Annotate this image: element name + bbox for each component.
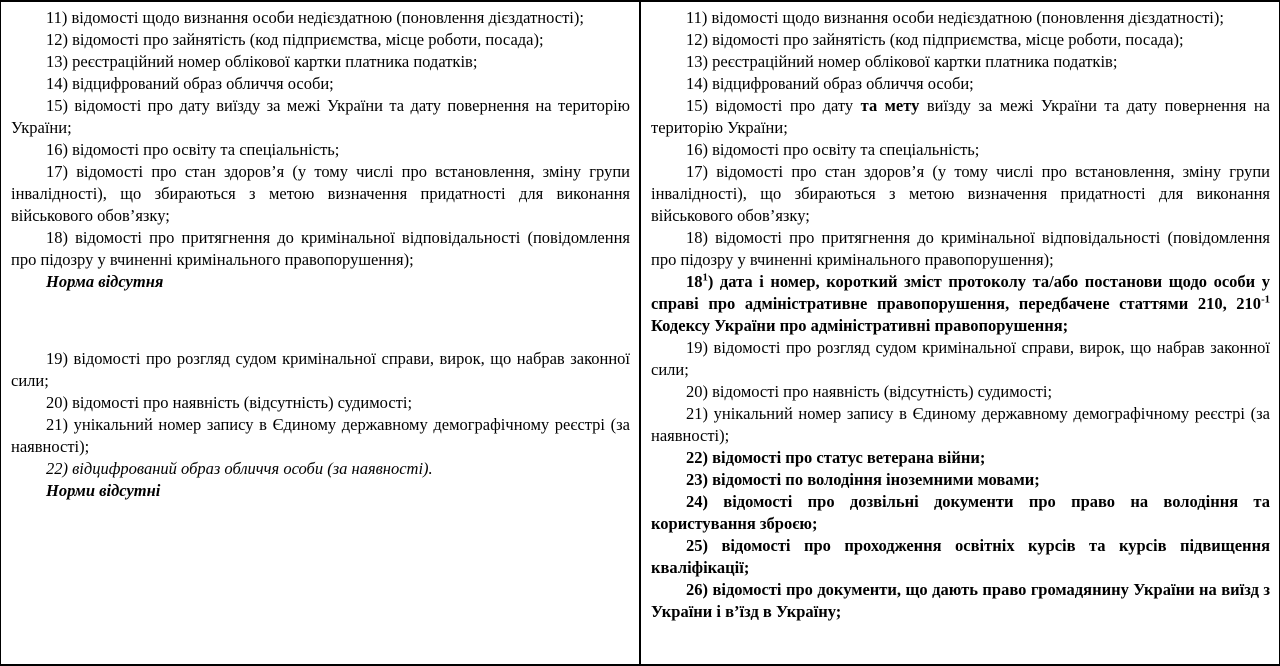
text-run: 16) відомості про освіту та спеціальність; <box>46 140 340 159</box>
paragraph <box>11 271 630 293</box>
paragraph <box>651 381 1270 403</box>
text-run: 11) відомості щодо визнання особи недієздатною (поновлення дієздатності); <box>686 8 1224 27</box>
text-run: 15) відомості про дату виїзду за межі України та дату повернення на територію України; <box>11 96 630 137</box>
text-run: 26) відомості про документи, що дають право громадянину України на виїзд з України і в’їзд в Україну; <box>651 580 1270 621</box>
paragraph <box>651 139 1270 161</box>
text-run: 13) реєстраційний номер облікової картки платника податків; <box>46 52 478 71</box>
text-run: Кодексу України про адміністративні правопорушення; <box>651 316 1069 335</box>
paragraph <box>651 161 1270 227</box>
text-run: виїзду за межі України та дату повернення на територію України; <box>651 96 1271 137</box>
paragraph <box>11 348 630 392</box>
text-run: 1 <box>702 271 708 284</box>
paragraph <box>651 73 1270 95</box>
text-run: 17) відомості про стан здоров’я (у тому числі про встановлення, зміну групи інвалідності), що збираються з метою визначення придатності для виконання військового обов’язку; <box>651 162 1270 225</box>
text-run: 23) відомості по володіння іноземними мовами; <box>686 470 1040 489</box>
text-run: 21) унікальний номер запису в Єдиному державному демографічному реєстрі (за наявності); <box>11 415 630 456</box>
paragraph <box>11 161 630 227</box>
paragraph <box>651 29 1270 51</box>
text-run: 19) відомості про розгляд судом кримінальної справи, вирок, що набрав законної сили; <box>651 338 1270 379</box>
text-run: Норма відсутня <box>46 272 164 291</box>
paragraph <box>11 29 630 51</box>
paragraph <box>651 447 1270 469</box>
text-run: 22) відцифрований образ обличчя особи (за наявності). <box>46 459 433 478</box>
paragraph <box>11 73 630 95</box>
paragraph <box>11 414 630 458</box>
text-run: 25) відомості про проходження освітніх курсів та курсів підвищення кваліфікації; <box>651 536 1270 577</box>
old-version-column <box>1 2 641 664</box>
paragraph <box>651 535 1270 579</box>
text-run: 14) відцифрований образ обличчя особи; <box>46 74 334 93</box>
paragraph <box>11 95 630 139</box>
paragraph <box>651 95 1270 139</box>
text-run: 12) відомості про зайнятість (код підприємства, місце роботи, посада); <box>686 30 1184 49</box>
text-run: ) дата і номер, короткий зміст протоколу та/або постанови щодо особи у справі про адміністративне правопорушення, передбачене статтями 210, 210 <box>651 272 1270 313</box>
new-version-column <box>641 2 1279 664</box>
text-run: та мету <box>860 96 920 115</box>
text-run: Норми відсутні <box>46 481 161 500</box>
text-run: 13) реєстраційний номер облікової картки платника податків; <box>686 52 1118 71</box>
text-run: 18) відомості про притягнення до кримінальної відповідальності (повідомлення про підозру у вчиненні кримінального правопорушення); <box>11 228 630 269</box>
text-run: 18 <box>686 272 703 291</box>
text-run: 19) відомості про розгляд судом кримінальної справи, вирок, що набрав законної сили; <box>11 349 630 390</box>
paragraph <box>651 51 1270 73</box>
paragraph <box>11 392 630 414</box>
text-run: 24) відомості про дозвільні документи про право на володіння та користування зброєю; <box>651 492 1270 533</box>
paragraph <box>11 480 630 502</box>
paragraph <box>651 271 1270 337</box>
text-run: 20) відомості про наявність (відсутність) судимості; <box>46 393 413 412</box>
paragraph <box>651 491 1270 535</box>
paragraph <box>11 458 630 480</box>
paragraph <box>651 403 1270 447</box>
text-run: 12) відомості про зайнятість (код підприємства, місце роботи, посада); <box>46 30 544 49</box>
paragraph <box>11 7 630 29</box>
text-run: 21) унікальний номер запису в Єдиному державному демографічному реєстрі (за наявності); <box>651 404 1270 445</box>
paragraph <box>651 579 1270 623</box>
paragraph <box>651 469 1270 491</box>
text-run: 18) відомості про притягнення до кримінальної відповідальності (повідомлення про підозру у вчиненні кримінального правопорушення); <box>651 228 1270 269</box>
paragraph <box>11 51 630 73</box>
paragraph <box>11 139 630 161</box>
text-run: 22) відомості про статус ветерана війни; <box>686 448 986 467</box>
paragraph <box>651 227 1270 271</box>
paragraph <box>11 227 630 271</box>
text-run: 17) відомості про стан здоров’я (у тому числі про встановлення, зміну групи інвалідності), що збираються з метою визначення придатності для виконання військового обов’язку; <box>11 162 630 225</box>
paragraph <box>651 7 1270 29</box>
text-run: -1 <box>1261 293 1270 306</box>
paragraph <box>651 337 1270 381</box>
text-run: 15) відомості про дату <box>686 96 861 115</box>
text-run: 11) відомості щодо визнання особи недієздатною (поновлення дієздатності); <box>46 8 584 27</box>
text-run: 14) відцифрований образ обличчя особи; <box>686 74 974 93</box>
text-run: 16) відомості про освіту та спеціальність; <box>686 140 980 159</box>
text-run: 20) відомості про наявність (відсутність) судимості; <box>686 382 1053 401</box>
